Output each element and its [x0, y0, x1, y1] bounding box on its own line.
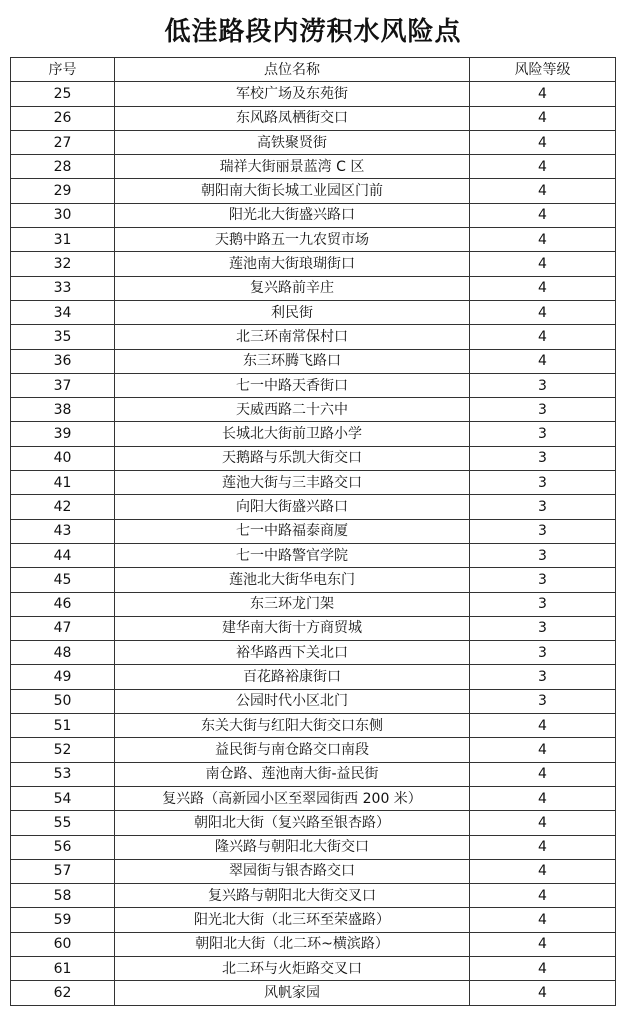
table-row — [11, 373, 616, 397]
cell-risk-level: 4 — [470, 762, 616, 786]
cell-location-name: 向阳大街盛兴路口 — [115, 495, 470, 519]
table-row — [11, 884, 616, 908]
cell-serial-number: 27 — [11, 130, 115, 154]
cell-location-name: 阳光北大街盛兴路口 — [115, 203, 470, 227]
table-row — [11, 300, 616, 324]
cell-location-name: 裕华路西下关北口 — [115, 641, 470, 665]
cell-risk-level: 3 — [470, 641, 616, 665]
cell-location-name: 朝阳南大街长城工业园区门前 — [115, 179, 470, 203]
table-row — [11, 859, 616, 883]
cell-serial-number: 51 — [11, 714, 115, 738]
cell-serial-number: 61 — [11, 956, 115, 980]
cell-risk-level: 3 — [470, 568, 616, 592]
cell-serial-number: 48 — [11, 641, 115, 665]
table-row — [11, 762, 616, 786]
cell-risk-level: 4 — [470, 859, 616, 883]
cell-serial-number: 59 — [11, 908, 115, 932]
cell-serial-number: 55 — [11, 811, 115, 835]
cell-serial-number: 49 — [11, 665, 115, 689]
cell-risk-level: 4 — [470, 956, 616, 980]
cell-serial-number: 36 — [11, 349, 115, 373]
cell-serial-number: 26 — [11, 106, 115, 130]
cell-risk-level: 3 — [470, 495, 616, 519]
cell-risk-level: 3 — [470, 471, 616, 495]
cell-risk-level: 3 — [470, 519, 616, 543]
cell-location-name: 南仓路、莲池南大街-益民街 — [115, 762, 470, 786]
page-title: 低洼路段内涝积水风险点 — [164, 17, 462, 47]
cell-serial-number: 50 — [11, 689, 115, 713]
cell-location-name: 七一中路福泰商厦 — [115, 519, 470, 543]
cell-risk-level: 4 — [470, 276, 616, 300]
cell-serial-number: 28 — [11, 155, 115, 179]
cell-serial-number: 31 — [11, 228, 115, 252]
cell-risk-level: 4 — [470, 203, 616, 227]
table-row — [11, 932, 616, 956]
cell-location-name: 百花路裕康街口 — [115, 665, 470, 689]
cell-serial-number: 32 — [11, 252, 115, 276]
cell-serial-number: 47 — [11, 616, 115, 640]
cell-location-name: 东关大街与红阳大街交口东侧 — [115, 714, 470, 738]
table-row — [11, 519, 616, 543]
cell-serial-number: 58 — [11, 884, 115, 908]
table-row — [11, 155, 616, 179]
table-row — [11, 665, 616, 689]
table-row — [11, 471, 616, 495]
table-row — [11, 276, 616, 300]
cell-serial-number: 33 — [11, 276, 115, 300]
cell-location-name: 莲池北大街华电东门 — [115, 568, 470, 592]
cell-location-name: 天鹅中路五一九农贸市场 — [115, 228, 470, 252]
cell-risk-level: 4 — [470, 714, 616, 738]
cell-serial-number: 39 — [11, 422, 115, 446]
cell-location-name: 天威西路二十六中 — [115, 398, 470, 422]
cell-risk-level: 4 — [470, 811, 616, 835]
table-row — [11, 811, 616, 835]
table-row — [11, 689, 616, 713]
cell-risk-level: 4 — [470, 179, 616, 203]
cell-serial-number: 25 — [11, 82, 115, 106]
cell-risk-level: 4 — [470, 300, 616, 324]
table-row — [11, 568, 616, 592]
cell-risk-level: 4 — [470, 786, 616, 810]
table-row — [11, 714, 616, 738]
cell-risk-level: 3 — [470, 665, 616, 689]
cell-location-name: 长城北大街前卫路小学 — [115, 422, 470, 446]
table-row — [11, 106, 616, 130]
cell-location-name: 建华南大街十方商贸城 — [115, 616, 470, 640]
cell-location-name: 公园时代小区北门 — [115, 689, 470, 713]
cell-location-name: 阳光北大街（北三环至荣盛路） — [115, 908, 470, 932]
risk-points-table — [10, 57, 616, 1006]
cell-risk-level: 4 — [470, 130, 616, 154]
cell-location-name: 朝阳北大街（北二环~横滨路） — [115, 932, 470, 956]
table-row — [11, 252, 616, 276]
cell-serial-number: 38 — [11, 398, 115, 422]
cell-risk-level: 4 — [470, 884, 616, 908]
cell-location-name: 复兴路前辛庄 — [115, 276, 470, 300]
table-row — [11, 495, 616, 519]
table-row — [11, 398, 616, 422]
table-row — [11, 203, 616, 227]
cell-location-name: 复兴路与朝阳北大街交叉口 — [115, 884, 470, 908]
table-row — [11, 349, 616, 373]
cell-location-name: 莲池南大街琅瑚街口 — [115, 252, 470, 276]
cell-location-name: 风帆家园 — [115, 981, 470, 1005]
cell-serial-number: 57 — [11, 859, 115, 883]
table-row — [11, 446, 616, 470]
table-row — [11, 641, 616, 665]
cell-risk-level: 4 — [470, 349, 616, 373]
cell-location-name: 北二环与火炬路交叉口 — [115, 956, 470, 980]
cell-location-name: 七一中路天香街口 — [115, 373, 470, 397]
cell-location-name: 七一中路警官学院 — [115, 543, 470, 567]
cell-location-name: 东三环龙门架 — [115, 592, 470, 616]
table-row — [11, 616, 616, 640]
cell-serial-number: 43 — [11, 519, 115, 543]
cell-serial-number: 62 — [11, 981, 115, 1005]
cell-location-name: 翠园街与银杏路交口 — [115, 859, 470, 883]
cell-location-name: 东风路凤栖街交口 — [115, 106, 470, 130]
cell-risk-level: 4 — [470, 252, 616, 276]
table-row — [11, 325, 616, 349]
cell-risk-level: 3 — [470, 616, 616, 640]
table-row — [11, 835, 616, 859]
cell-serial-number: 56 — [11, 835, 115, 859]
cell-serial-number: 30 — [11, 203, 115, 227]
table-row — [11, 228, 616, 252]
cell-location-name: 隆兴路与朝阳北大街交口 — [115, 835, 470, 859]
cell-serial-number: 42 — [11, 495, 115, 519]
table-row — [11, 592, 616, 616]
cell-location-name: 复兴路（高新园小区至翠园街西 200 米） — [115, 786, 470, 810]
cell-serial-number: 41 — [11, 471, 115, 495]
cell-location-name: 利民街 — [115, 300, 470, 324]
table-header — [11, 58, 616, 82]
header-serial-number: 序号 — [11, 58, 115, 82]
cell-risk-level: 3 — [470, 592, 616, 616]
table-body — [11, 82, 616, 1005]
cell-risk-level: 3 — [470, 373, 616, 397]
header-location-name: 点位名称 — [115, 58, 470, 82]
cell-serial-number: 40 — [11, 446, 115, 470]
cell-location-name: 朝阳北大街（复兴路至银杏路） — [115, 811, 470, 835]
cell-serial-number: 53 — [11, 762, 115, 786]
cell-serial-number: 60 — [11, 932, 115, 956]
table-row — [11, 738, 616, 762]
cell-serial-number: 29 — [11, 179, 115, 203]
cell-risk-level: 4 — [470, 106, 616, 130]
cell-location-name: 莲池大街与三丰路交口 — [115, 471, 470, 495]
table-row — [11, 956, 616, 980]
cell-location-name: 天鹅路与乐凯大街交口 — [115, 446, 470, 470]
cell-serial-number: 54 — [11, 786, 115, 810]
cell-serial-number: 44 — [11, 543, 115, 567]
cell-risk-level: 4 — [470, 981, 616, 1005]
cell-risk-level: 3 — [470, 422, 616, 446]
table-row — [11, 82, 616, 106]
cell-risk-level: 4 — [470, 155, 616, 179]
header-risk-level: 风险等级 — [470, 58, 616, 82]
table-row — [11, 908, 616, 932]
table-row — [11, 981, 616, 1005]
table-row — [11, 422, 616, 446]
cell-risk-level: 4 — [470, 82, 616, 106]
table-row — [11, 786, 616, 810]
cell-location-name: 东三环腾飞路口 — [115, 349, 470, 373]
table-header-row — [11, 58, 616, 82]
cell-serial-number: 37 — [11, 373, 115, 397]
cell-risk-level: 3 — [470, 543, 616, 567]
cell-location-name: 益民街与南仓路交口南段 — [115, 738, 470, 762]
cell-serial-number: 46 — [11, 592, 115, 616]
cell-risk-level: 4 — [470, 228, 616, 252]
cell-location-name: 瑞祥大街丽景蓝湾 C 区 — [115, 155, 470, 179]
table-row — [11, 543, 616, 567]
cell-serial-number: 35 — [11, 325, 115, 349]
cell-risk-level: 4 — [470, 325, 616, 349]
cell-risk-level: 4 — [470, 932, 616, 956]
table-row — [11, 179, 616, 203]
cell-risk-level: 3 — [470, 446, 616, 470]
cell-risk-level: 4 — [470, 738, 616, 762]
cell-serial-number: 52 — [11, 738, 115, 762]
cell-risk-level: 4 — [470, 835, 616, 859]
cell-risk-level: 4 — [470, 908, 616, 932]
cell-risk-level: 3 — [470, 398, 616, 422]
cell-location-name: 军校广场及东苑街 — [115, 82, 470, 106]
cell-serial-number: 34 — [11, 300, 115, 324]
cell-location-name: 北三环南常保村口 — [115, 325, 470, 349]
cell-serial-number: 45 — [11, 568, 115, 592]
cell-location-name: 高铁聚贤街 — [115, 130, 470, 154]
cell-risk-level: 3 — [470, 689, 616, 713]
table-row — [11, 130, 616, 154]
